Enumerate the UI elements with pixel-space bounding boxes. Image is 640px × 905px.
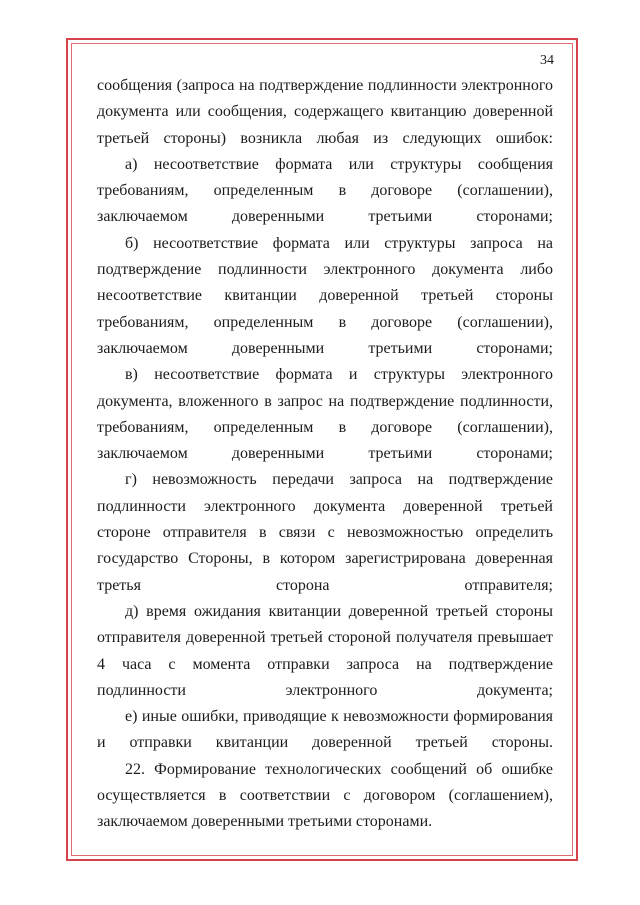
paragraph: сообщения (запроса на подтверждение подлинности электронного документа или сообщения, содержащего квитанцию доверенной третьей стороны) возникла любая из следующих ошибок: (97, 77, 553, 147)
paragraph: в) несоответствие формата и структуры электронного документа, вложенного в запрос на подтверждение подлинности, требованиям, определенным в договоре (соглашении), заключаемом доверенными третьими сторонами; (97, 366, 553, 463)
document-body (97, 73, 553, 836)
paragraph: д) время ожидания квитанции доверенной третьей стороны отправителя доверенной третьей стороной получателя превышает 4 часа с момента отправки запроса на подтверждение подлинности электронного документа; (97, 602, 553, 699)
paragraph: а) несоответствие формата или структуры сообщения требованиям, определенным в договоре (соглашении), заключаемом доверенными третьими сторонами; (97, 155, 553, 226)
page-number: 34 (540, 53, 554, 68)
paragraph: г) невозможность передачи запроса на подтверждение подлинности электронного документа доверенной третьей стороне отправителя в связи с невозможностью определить государство Стороны, в котором зарегистрирована доверенная третья сторона отправителя; (97, 471, 553, 594)
paragraph: е) иные ошибки, приводящие к невозможности формирования и отправки квитанции доверенной третьей стороны. (97, 708, 553, 752)
paragraph: 22. Формирование технологических сообщений об ошибке осуществляется в соответствии с договором (соглашением), заключаемом доверенными третьими сторонами. (97, 760, 553, 831)
paragraph: б) несоответствие формата или структуры запроса на подтверждение подлинности электронного документа либо несоответствие квитанции доверенной третьей стороны требованиям, определенным в договоре (соглашении), заключаемом доверенными третьими сторонами; (97, 234, 553, 357)
